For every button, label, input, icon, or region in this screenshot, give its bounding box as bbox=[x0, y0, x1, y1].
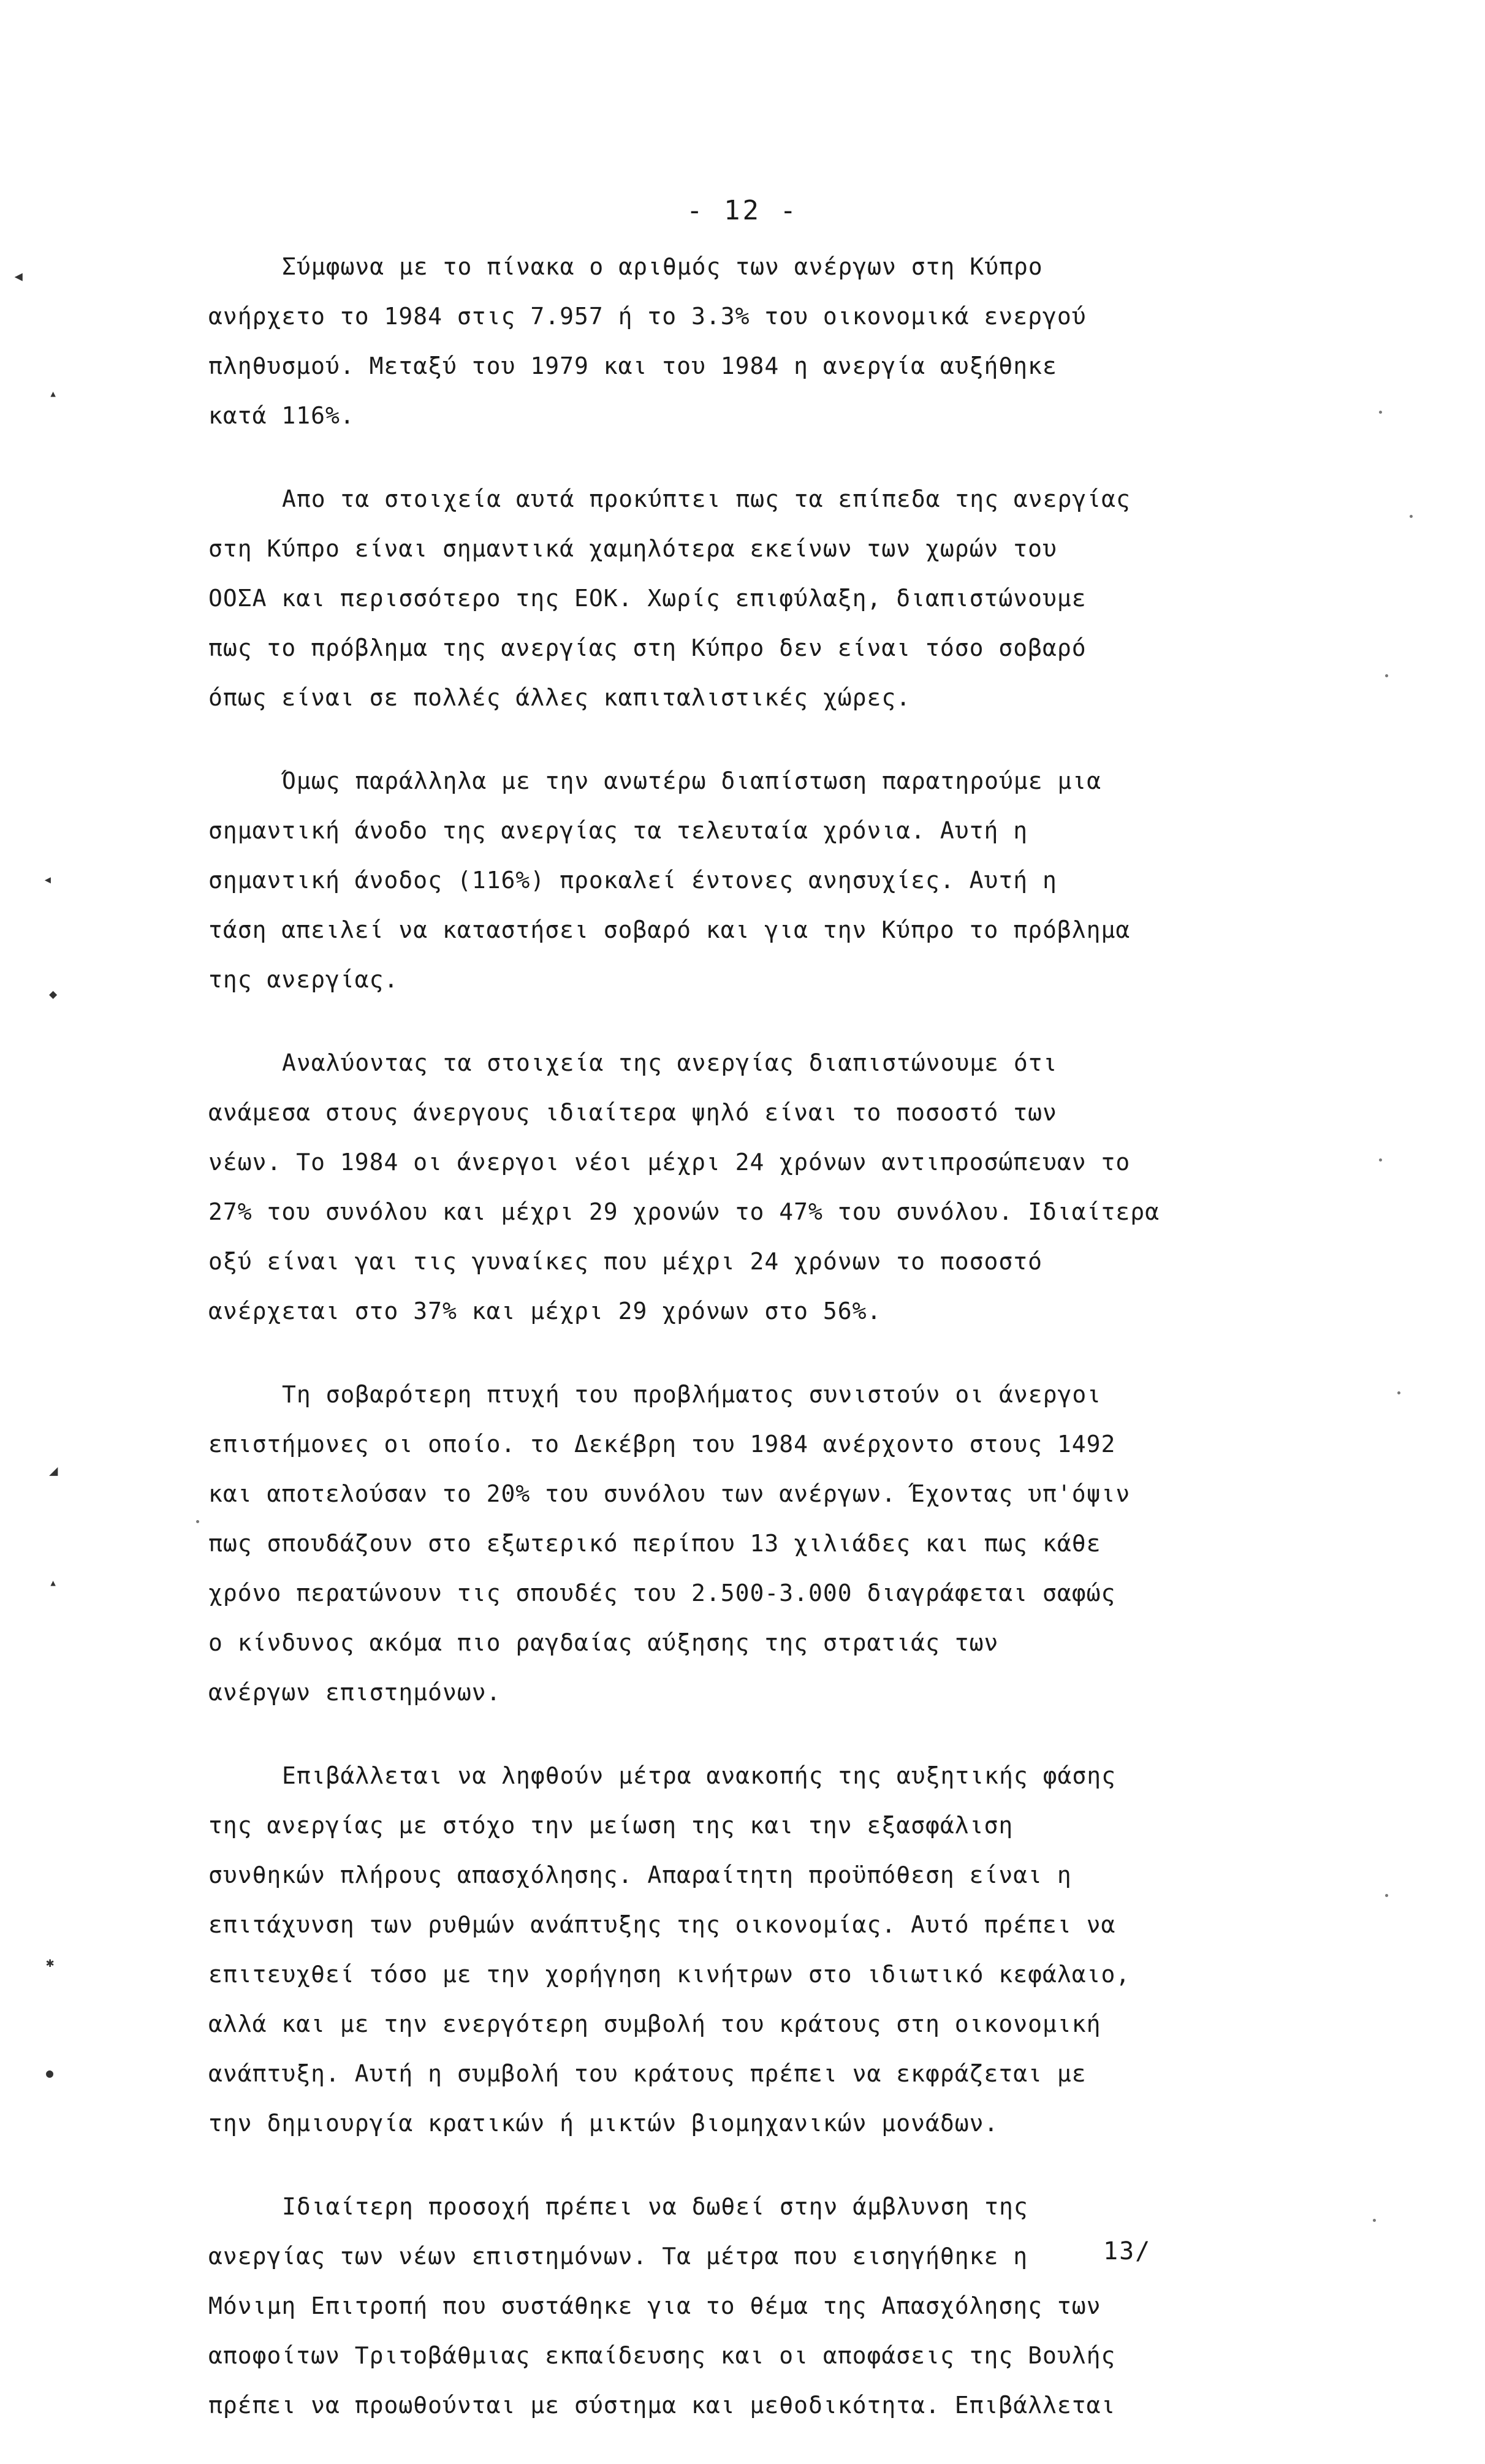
text-line: όπως είναι σε πολλές άλλες καπιταλιστικές χώρες. bbox=[208, 684, 911, 711]
text-line: Μόνιμη Επιτροπή που συστάθηκε για το θέμα της Απασχόλησης των bbox=[208, 2292, 1101, 2319]
text-line: ανέργων επιστημόνων. bbox=[208, 1679, 501, 1706]
margin-dot-icon: ● bbox=[46, 2066, 54, 2080]
text-line: νέων. Το 1984 οι άνεργοι νέοι μέχρι 24 χρόνων αντιπροσώπευαν το bbox=[208, 1149, 1131, 1176]
text-line: ανάμεσα στους άνεργους ιδιαίτερα ψηλό είναι το ποσοστό των bbox=[208, 1099, 1057, 1126]
text-line: αποφοίτων Τριτοβάθμιας εκπαίδευσης και οι αποφάσεις της Βουλής bbox=[208, 2342, 1116, 2369]
text-line: σημαντική άνοδο της ανεργίας τα τελευταία χρόνια. Αυτή η bbox=[208, 817, 1028, 844]
text-line: ο κίνδυνος ακόμα πιο ραγδαίας αύξησης της στρατιάς των bbox=[208, 1629, 999, 1656]
paragraph bbox=[208, 242, 1410, 441]
margin-dash-icon: ▴ bbox=[49, 1575, 58, 1591]
scan-speck bbox=[1385, 1894, 1388, 1897]
text-line: σημαντική άνοδος (116%) προκαλεί έντονες ανησυχίες. Αυτή η bbox=[208, 867, 1057, 894]
text-line: ανάπτυξη. Αυτή η συμβολή του κράτους πρέπει να εκφράζεται με bbox=[208, 2060, 1087, 2087]
text-line: της ανεργίας. bbox=[208, 966, 399, 993]
text-line: χρόνο περατώνουν τις σπουδές του 2.500-3.000 διαγράφεται σαφώς bbox=[208, 1580, 1116, 1607]
continuation-marker: 13/ bbox=[1103, 2237, 1152, 2265]
text-line: Ιδιαίτερη προσοχή πρέπει να δωθεί στην άμβλυνση της bbox=[282, 2193, 1028, 2220]
text-line: Αναλύοντας τα στοιχεία της ανεργίας διαπιστώνουμε ότι bbox=[282, 1049, 1058, 1076]
paragraph bbox=[208, 474, 1410, 723]
text-line: την δημιουργία κρατικών ή μικτών βιομηχανικών μονάδων. bbox=[208, 2110, 999, 2137]
paragraph bbox=[208, 1370, 1410, 1717]
text-line: Επιβάλλεται να ληφθούν μέτρα ανακοπής της αυξητικής φάσης bbox=[282, 1762, 1117, 1789]
paragraph bbox=[208, 1038, 1410, 1336]
text-line: πως το πρόβλημα της ανεργίας στη Κύπρο δεν είναι τόσο σοβαρό bbox=[208, 634, 1087, 661]
text-line: ανήρχετο το 1984 στις 7.957 ή το 3.3% του οικονομικά ενεργού bbox=[208, 303, 1087, 330]
scan-speck bbox=[1379, 1158, 1382, 1162]
text-line: κατά 116%. bbox=[208, 402, 355, 429]
page-number: - 12 - bbox=[686, 195, 799, 226]
text-line: οξύ είναι γαι τις γυναίκες που μέχρι 24 χρόνων το ποσοστό bbox=[208, 1248, 1043, 1275]
margin-dash-icon: ✱ bbox=[46, 1955, 55, 1971]
scan-speck bbox=[1379, 411, 1382, 414]
text-line: ανέρχεται στο 37% και μέχρι 29 χρόνων στο 56%. bbox=[208, 1298, 882, 1325]
scan-speck bbox=[1373, 2219, 1376, 2222]
text-line: επιτευχθεί τόσο με την χορήγηση κινήτρων στο ιδιωτικό κεφάλαιο, bbox=[208, 1961, 1131, 1988]
text-line: πως σπουδάζουν στο εξωτερικό περίπου 13 χιλιάδες και πως κάθε bbox=[208, 1530, 1101, 1557]
text-line: 27% του συνόλου και μέχρι 29 χρονών το 47% του συνόλου. Ιδιαίτερα bbox=[208, 1198, 1160, 1225]
text-line: ανεργίας των νέων επιστημόνων. Τα μέτρα που εισηγήθηκε η bbox=[208, 2243, 1028, 2270]
text-line: πληθυσμού. Μεταξύ του 1979 και του 1984 η ανεργία αυξήθηκε bbox=[208, 352, 1057, 379]
scan-speck bbox=[196, 1520, 199, 1523]
text-line: πρέπει να προωθούνται με σύστημα και μεθοδικότητα. Επιβάλλεται bbox=[208, 2392, 1116, 2419]
scan-speck bbox=[1397, 1391, 1400, 1394]
paragraph bbox=[208, 756, 1410, 1005]
text-line: ΟΟΣΑ και περισσότερο της ΕΟΚ. Χωρίς επιφύλαξη, διαπιστώνουμε bbox=[208, 585, 1087, 612]
text-line: αλλά και με την ενεργότερη συμβολή του κράτους στη οικονομική bbox=[208, 2010, 1101, 2037]
scan-speck bbox=[1385, 674, 1388, 677]
text-line: επιτάχυνση των ρυθμών ανάπτυξης της οικονομίας. Αυτό πρέπει να bbox=[208, 1911, 1116, 1938]
text-line: Σύμφωνα με το πίνακα ο αριθμός των ανέργων στη Κύπρο bbox=[282, 253, 1043, 280]
text-line: στη Κύπρο είναι σημαντικά χαμηλότερα εκείνων των χωρών του bbox=[208, 535, 1057, 562]
margin-dash-icon: ◆ bbox=[49, 987, 58, 1002]
text-line: Απο τα στοιχεία αυτά προκύπτει πως τα επίπεδα της ανεργίας bbox=[282, 485, 1131, 512]
scan-speck bbox=[1410, 515, 1413, 518]
paragraph bbox=[208, 2182, 1410, 2430]
text-line: της ανεργίας με στόχο την μείωση της και την εξασφάλιση bbox=[208, 1812, 1014, 1839]
text-line: Όμως παράλληλα με την ανωτέρω διαπίστωση παρατηρούμε μια bbox=[282, 767, 1102, 794]
margin-dash-icon: ◂ bbox=[43, 870, 53, 889]
body-text bbox=[208, 242, 1410, 2464]
text-line: Τη σοβαρότερη πτυχή του προβλήματος συνιστούν οι άνεργοι bbox=[282, 1381, 1102, 1408]
paragraph bbox=[208, 1751, 1410, 2148]
margin-arrow-icon: ◂ bbox=[12, 264, 25, 288]
margin-speck-icon: ▴ bbox=[49, 386, 58, 401]
text-line: συνθηκών πλήρους απασχόλησης. Απαραίτητη προϋπόθεση είναι η bbox=[208, 1861, 1072, 1888]
text-line: και αποτελούσαν το 20% του συνόλου των ανέργων. Έχοντας υπ'όψιν bbox=[208, 1480, 1131, 1507]
text-line: επιστήμονες οι οποίο. το Δεκέβρη του 1984 ανέρχοντο στους 1492 bbox=[208, 1431, 1116, 1458]
text-line: τάση απειλεί να καταστήσει σοβαρό και για την Κύπρο το πρόβλημα bbox=[208, 916, 1131, 943]
margin-dash-icon: ◢ bbox=[49, 1462, 58, 1479]
